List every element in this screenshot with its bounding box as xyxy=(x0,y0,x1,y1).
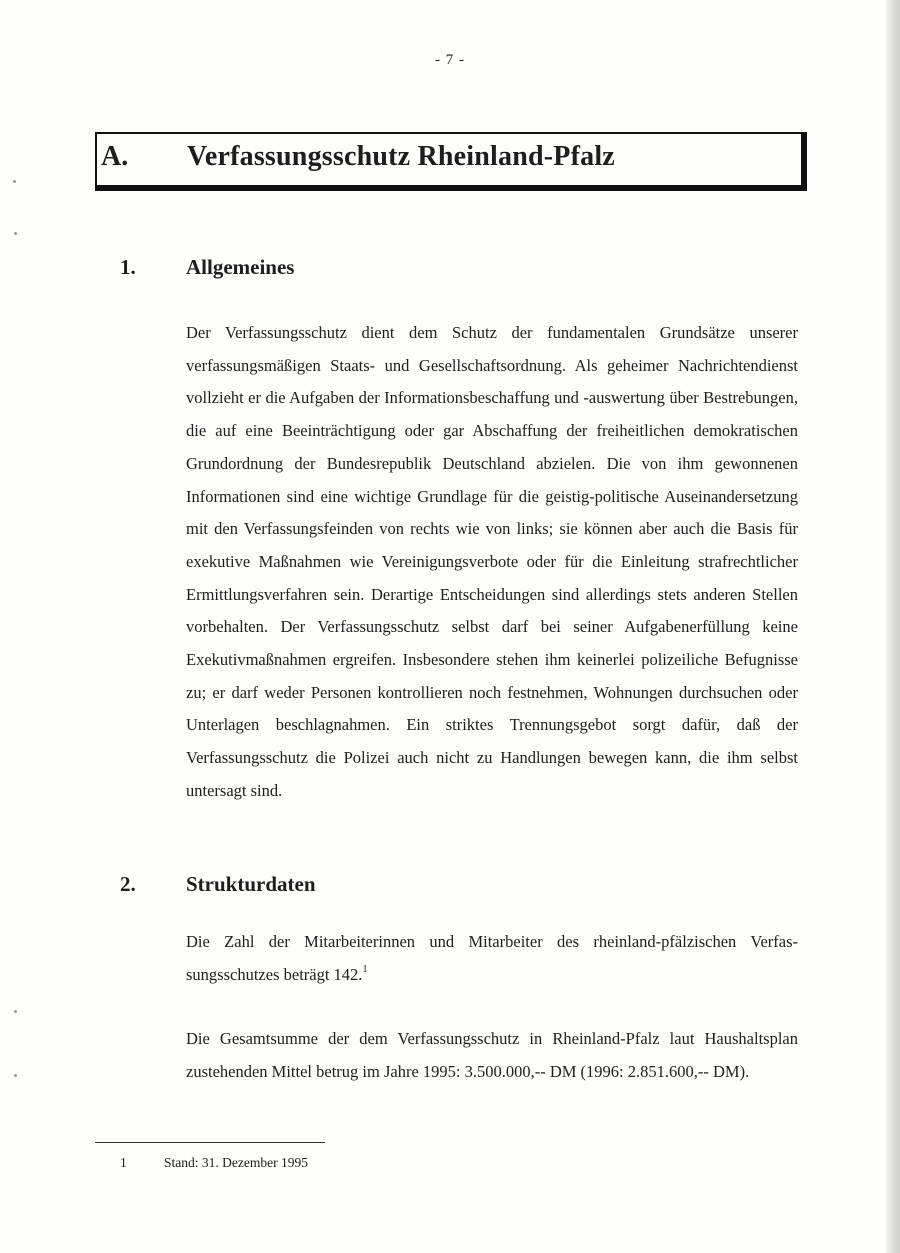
section-heading-allgemeines xyxy=(120,255,294,280)
footnote-number: 1 xyxy=(120,1155,127,1170)
paragraph-allgemeines: Der Verfassungsschutz dient dem Schutz der fundamentalen Grundsätze unserer verfassungsmäßigen Staats- und Gesellschaftsordnung. Als geheimer Nachrichtendienst vollzieht er die Aufgaben der Informationsbeschaffung und -auswertung über Bestrebungen, die auf eine Beeinträchtigung oder gar Abschaffung der freiheitlichen demokratischen Grundordnung der Bundesrepublik Deutschland abzielen. Die von ihm gewonnenen Informationen sind eine wichtige Grundlage für die geistig-politische Auseinandersetzung mit den Verfassungsfeinden von rechts wie von links; sie können aber auch die Basis für exekutive Maßnahmen wie Vereinigungsverbote oder für die Einleitung strafrechtlicher Ermittlungsverfahren sein. Derartige Entscheidungen sind allerdings stets anderen Stellen vorbehalten. Der Verfassungsschutz selbst darf bei seiner Aufgabenerfüllung keine Exekutivmaßnahmen ergreifen. Insbesondere stehen ihm keinerlei polizeiliche Befugnisse zu; er darf weder Personen kontrollieren noch festnehmen, Wohnungen durchsuchen oder Unterlagen beschlagnahmen. Ein striktes Trennungsgebot sorgt dafür, daß der Verfassungsschutz die Polizei auch nicht zu Handlungen bewegen kann, die ihm selbst untersagt sind. xyxy=(186,323,798,800)
footnote-reference: 1 xyxy=(362,963,368,975)
chapter-letter: A. xyxy=(101,141,129,172)
section-number: 1. xyxy=(120,255,136,279)
section-title: Strukturdaten xyxy=(186,872,316,896)
page-number: - 7 - xyxy=(435,52,465,68)
chapter-heading-box xyxy=(95,132,807,191)
paragraph-mitarbeiter xyxy=(186,926,798,991)
footnote-text: Stand: 31. Dezember 1995 xyxy=(164,1155,308,1170)
scan-speck xyxy=(14,1010,17,1013)
footnote-separator xyxy=(95,1142,325,1143)
scan-speck xyxy=(14,232,17,235)
paragraph-haushalt: Die Gesamtsumme der dem Verfassungsschutz in Rheinland-Pfalz laut Haushaltsplan zustehenden Mittel betrug im Jahre 1995: 3.500.000,-- DM (1996: 2.851.600,-- DM). xyxy=(186,1029,798,1081)
page-edge-shadow xyxy=(886,0,900,1253)
scan-speck xyxy=(14,1074,17,1077)
chapter-title: Verfassungsschutz Rheinland-Pfalz xyxy=(187,141,615,172)
section-title: Allgemeines xyxy=(186,255,295,279)
section-number: 2. xyxy=(120,872,136,896)
scan-speck xyxy=(13,180,16,183)
footnote xyxy=(120,1155,308,1171)
section-heading-strukturdaten xyxy=(120,872,316,897)
paragraph-mitarbeiter-text: Die Zahl der Mitarbeiterinnen und Mitarbeiter des rheinland-pfälzischen Verfassungsschutzes beträgt 142. xyxy=(186,932,798,984)
